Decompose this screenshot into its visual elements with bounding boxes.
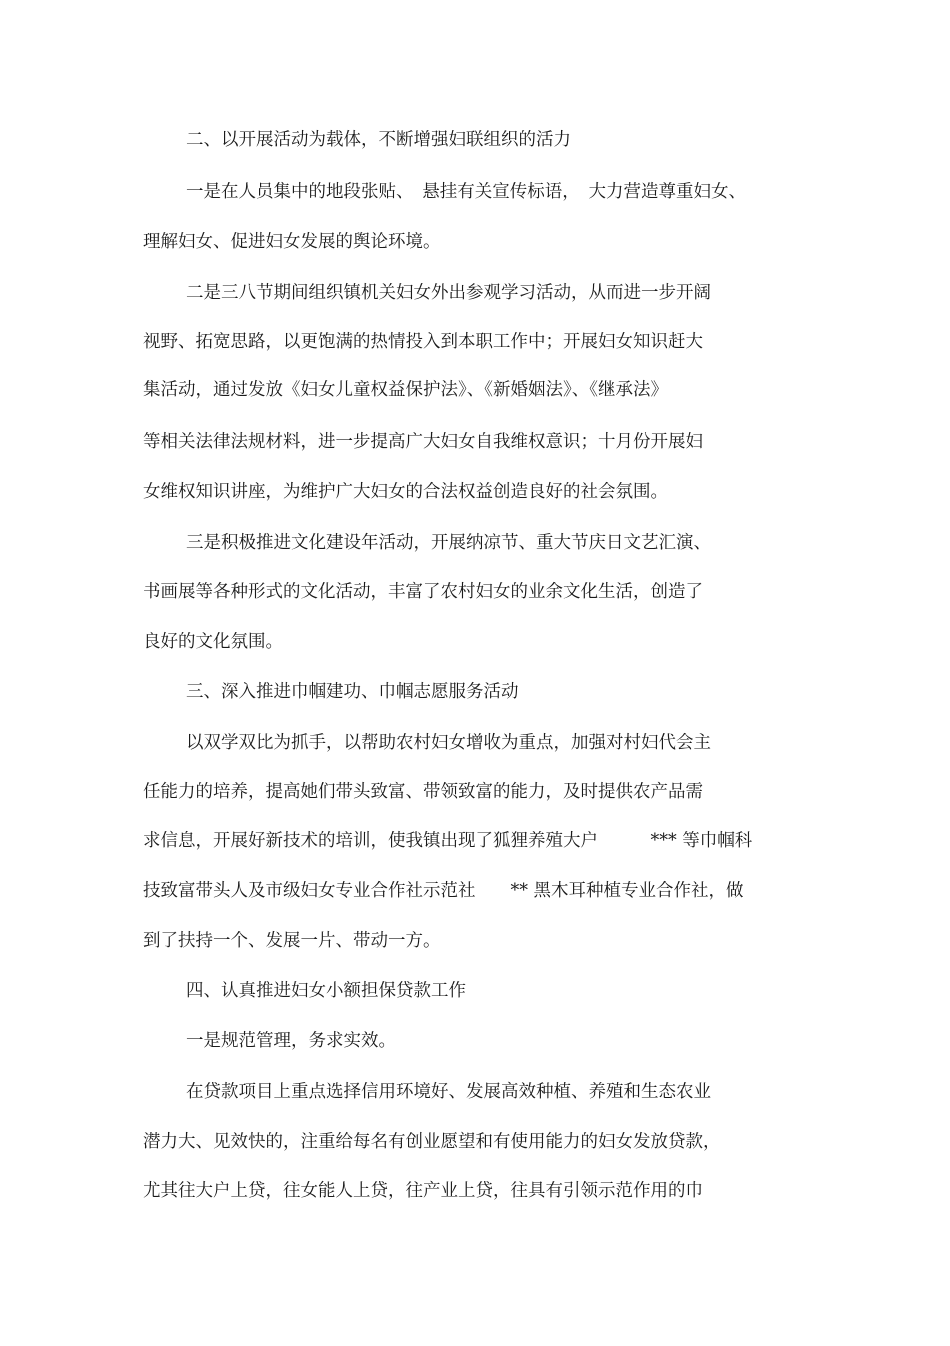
paragraph-line: 女维权知识讲座，为维护广大妇女的合法权益创造良好的社会氛围。	[143, 482, 668, 502]
paragraph-line: 一是规范管理，务求实效。	[186, 1031, 396, 1051]
paragraph-line: 视野、拓宽思路，以更饱满的热情投入到本职工作中；开展妇女知识赶大	[143, 332, 703, 352]
paragraph-line: 任能力的培养，提高她们带头致富、带领致富的能力，及时提供农产品需	[143, 782, 703, 802]
paragraph-line: 三是积极推进文化建设年活动，开展纳凉节、重大节庆日文艺汇演、	[186, 533, 711, 553]
paragraph-line: 潜力大、见效快的，注重给每名有创业愿望和有使用能力的妇女发放贷款，	[143, 1132, 721, 1152]
section-heading-2: 二、以开展活动为载体，不断增强妇联组织的活力	[186, 130, 571, 150]
paragraph-line: 一是在人员集中的地段张贴、 悬挂有关宣传标语， 大力营造尊重妇女、	[186, 182, 746, 202]
paragraph-line: 以双学双比为抓手，以帮助农村妇女增收为重点，加强对村妇代会主	[186, 733, 711, 753]
paragraph-line: 良好的文化氛围。	[143, 632, 283, 652]
section-heading-4: 四、认真推进妇女小额担保贷款工作	[186, 981, 466, 1001]
paragraph-line: 书画展等各种形式的文化活动，丰富了农村妇女的业余文化生活，创造了	[143, 582, 703, 602]
paragraph-line: 二是三八节期间组织镇机关妇女外出参观学习活动，从而进一步开阔	[186, 283, 711, 303]
paragraph-line: 到了扶持一个、发展一片、带动一方。	[143, 931, 441, 951]
paragraph-line: 在贷款项目上重点选择信用环境好、发展高效种植、养殖和生态农业	[186, 1082, 711, 1102]
paragraph-line: 求信息，开展好新技术的培训，使我镇出现了狐狸养殖大户 *** 等巾帼科	[143, 831, 753, 851]
paragraph-line: 等相关法律法规材料，进一步提高广大妇女自我维权意识；十月份开展妇	[143, 432, 703, 452]
paragraph-line: 尤其往大户上贷，往女能人上贷，往产业上贷，往具有引领示范作用的巾	[143, 1181, 703, 1201]
section-heading-3: 三、深入推进巾帼建功、巾帼志愿服务活动	[186, 682, 519, 702]
paragraph-line: 理解妇女、促进妇女发展的舆论环境。	[143, 232, 441, 252]
paragraph-line: 技致富带头人及市级妇女专业合作社示范社 ** 黑木耳种植专业合作社，做	[143, 881, 744, 901]
paragraph-line: 集活动，通过发放《妇女儿童权益保护法》、《新婚姻法》、《继承法》	[143, 380, 668, 400]
